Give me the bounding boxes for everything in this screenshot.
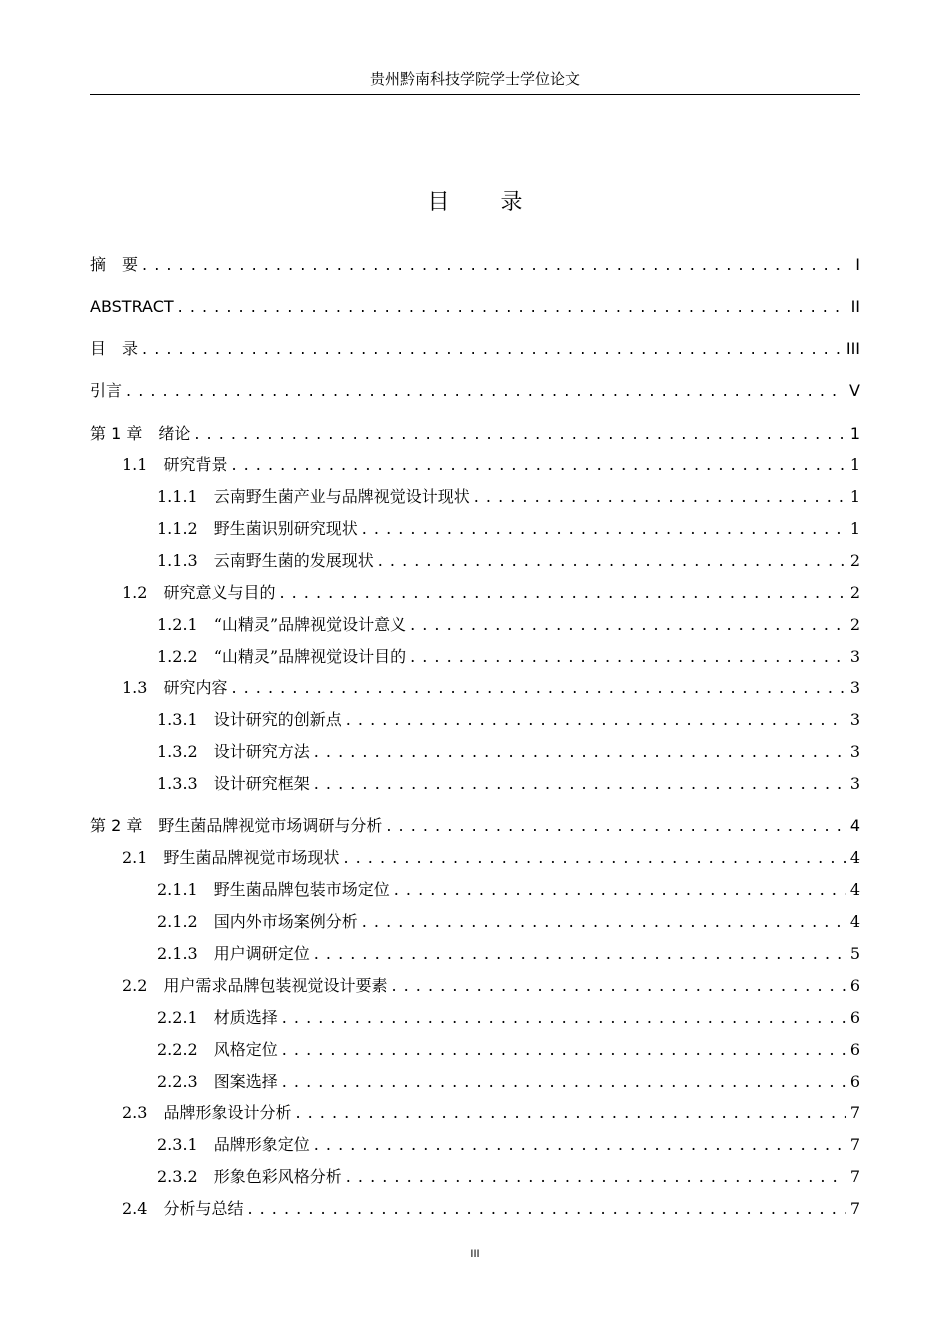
toc-entry-page-number: 3 [849,710,860,729]
toc-entry-title: 1.2 研究意义与目的 [122,583,276,602]
toc-leader-dots [346,1162,846,1192]
toc-leader-dots [282,1003,846,1033]
toc-entry-title: 2.2.1 材质选择 [157,1008,278,1027]
toc-entry-title: 引言 [90,381,123,400]
toc-entry-title: 2.4 分析与总结 [122,1199,244,1218]
toc-entry-title: 2.3.2 形象色彩风格分析 [157,1167,342,1186]
toc-leader-dots [194,419,845,449]
toc-entry-page-number: 2 [849,583,860,602]
toc-leader-dots [314,769,846,799]
toc-entry-page-number: 3 [849,774,860,793]
toc-entry-page-number: 3 [849,678,860,697]
toc-leader-dots [282,1035,846,1065]
toc-entry[interactable] [90,578,860,608]
toc-entry-title: 2.2 用户需求品牌包装视觉设计要素 [122,976,388,995]
toc-leader-dots [394,875,846,905]
toc-entry-page-number: 4 [849,816,860,835]
toc-leader-dots [126,376,845,406]
toc-entry-title: 2.3.1 品牌形象定位 [157,1135,310,1154]
toc-entry-page-number: I [855,255,860,274]
toc-entry-title: 1.3 研究内容 [122,678,228,697]
toc-entry-title: 1.1.1 云南野生菌产业与品牌视觉设计现状 [157,487,470,506]
toc-leader-dots [410,610,846,640]
toc-leader-dots [314,1130,846,1160]
toc-entry-title: 第 1 章 绪论 [90,424,191,443]
toc-entry-page-number: II [850,297,860,316]
toc-entry[interactable] [90,450,860,480]
toc-entry[interactable] [90,705,860,735]
toc-entry-page-number: 1 [849,424,860,443]
toc-entry-title: 1.2.1 “山精灵”品牌视觉设计意义 [157,615,407,634]
toc-entry-page-number: 3 [849,647,860,666]
toc-entry[interactable] [90,811,860,841]
toc-entry[interactable] [90,737,860,767]
toc-entry-page-number: 7 [849,1103,860,1122]
toc-entry[interactable] [90,907,860,937]
toc-entry-title: 1.3.3 设计研究框架 [157,774,310,793]
toc-entry-page-number: 5 [849,944,860,963]
toc-entry-page-number: 1 [849,519,860,538]
toc-entry[interactable] [90,1194,860,1224]
toc-leader-dots [295,1098,845,1128]
toc-entry[interactable] [90,376,860,406]
toc-leader-dots [378,546,846,576]
toc-entry-title: 摘 要 [90,255,139,274]
toc-entry-title: ABSTRACT [90,297,174,316]
toc-leader-dots [142,250,846,280]
toc-entry-page-number: 1 [849,487,860,506]
toc-entry[interactable] [90,1003,860,1033]
toc-entry[interactable] [90,673,860,703]
toc-leader-dots [231,673,845,703]
running-header: 贵州黔南科技学院学士学位论文 [90,68,860,95]
toc-entry-title: 2.2.2 风格定位 [157,1040,278,1059]
toc-entry-page-number: 2 [849,615,860,634]
toc-leader-dots [391,971,845,1001]
toc-entry-page-number: 7 [849,1135,860,1154]
toc-entry[interactable] [90,769,860,799]
toc-entry[interactable] [90,292,860,322]
toc-entry-title: 目 录 [90,339,139,358]
toc-entry-page-number: 7 [849,1167,860,1186]
toc-entry-title: 1.1.3 云南野生菌的发展现状 [157,551,374,570]
toc-entry-title: 第 2 章 野生菌品牌视觉市场调研与分析 [90,816,383,835]
toc-entry[interactable] [90,514,860,544]
toc-entry[interactable] [90,1067,860,1097]
toc-entry-title: 2.1.2 国内外市场案例分析 [157,912,358,931]
toc-entry-page-number: III [845,339,860,358]
toc-leader-dots [386,811,845,841]
toc-leader-dots [279,578,845,608]
toc-entry-page-number: 6 [849,976,860,995]
toc-entry[interactable] [90,334,860,364]
toc-entry-page-number: 2 [849,551,860,570]
toc-entry[interactable] [90,1098,860,1128]
toc-leader-dots [178,292,846,322]
toc-entry[interactable] [90,939,860,969]
toc-leader-dots [474,482,846,512]
toc-entry[interactable] [90,642,860,672]
toc-entry-page-number: 6 [849,1008,860,1027]
toc-entry-title: 1.2.2 “山精灵”品牌视觉设计目的 [157,647,407,666]
toc-entry[interactable] [90,610,860,640]
toc-entry-page-number: V [849,381,860,400]
toc-entry-title: 1.3.2 设计研究方法 [157,742,310,761]
toc-entry-title: 2.2.3 图案选择 [157,1072,278,1091]
toc-entry[interactable] [90,875,860,905]
toc-entry[interactable] [90,1162,860,1192]
toc-entry[interactable] [90,546,860,576]
toc-entry-page-number: 6 [849,1072,860,1091]
toc-entry[interactable] [90,1035,860,1065]
toc-entry[interactable] [90,843,860,873]
toc-leader-dots [410,642,846,672]
toc-entry-title: 2.3 品牌形象设计分析 [122,1103,292,1122]
toc-leader-dots [314,737,846,767]
toc-entry-title: 2.1.3 用户调研定位 [157,944,310,963]
toc-entry-page-number: 4 [849,848,860,867]
toc-leader-dots [231,450,845,480]
toc-leader-dots [343,843,845,873]
toc-entry-title: 2.1 野生菌品牌视觉市场现状 [122,848,340,867]
toc-leader-dots [282,1067,846,1097]
toc-entry-title: 1.3.1 设计研究的创新点 [157,710,342,729]
toc-leader-dots [362,907,846,937]
page-number-footer: III [470,1248,480,1260]
toc-entry-page-number: 4 [849,880,860,899]
toc-entry[interactable] [90,419,860,449]
toc-entry-title: 1.1 研究背景 [122,455,228,474]
toc-entry-page-number: 3 [849,742,860,761]
toc-entry-page-number: 1 [849,455,860,474]
toc-entry[interactable] [90,250,860,280]
toc-leader-dots [314,939,846,969]
page-title: 目 录 [427,190,545,215]
toc-leader-dots [142,334,842,364]
toc-entry[interactable] [90,971,860,1001]
toc-entry[interactable] [90,482,860,512]
toc-entry-title: 1.1.2 野生菌识别研究现状 [157,519,358,538]
toc-leader-dots [346,705,846,735]
toc-entry-page-number: 4 [849,912,860,931]
toc-entry[interactable] [90,1130,860,1160]
toc-entry-title: 2.1.1 野生菌品牌包装市场定位 [157,880,390,899]
toc-entry-page-number: 6 [849,1040,860,1059]
toc-entry-page-number: 7 [849,1199,860,1218]
toc-leader-dots [247,1194,845,1224]
toc-leader-dots [362,514,846,544]
